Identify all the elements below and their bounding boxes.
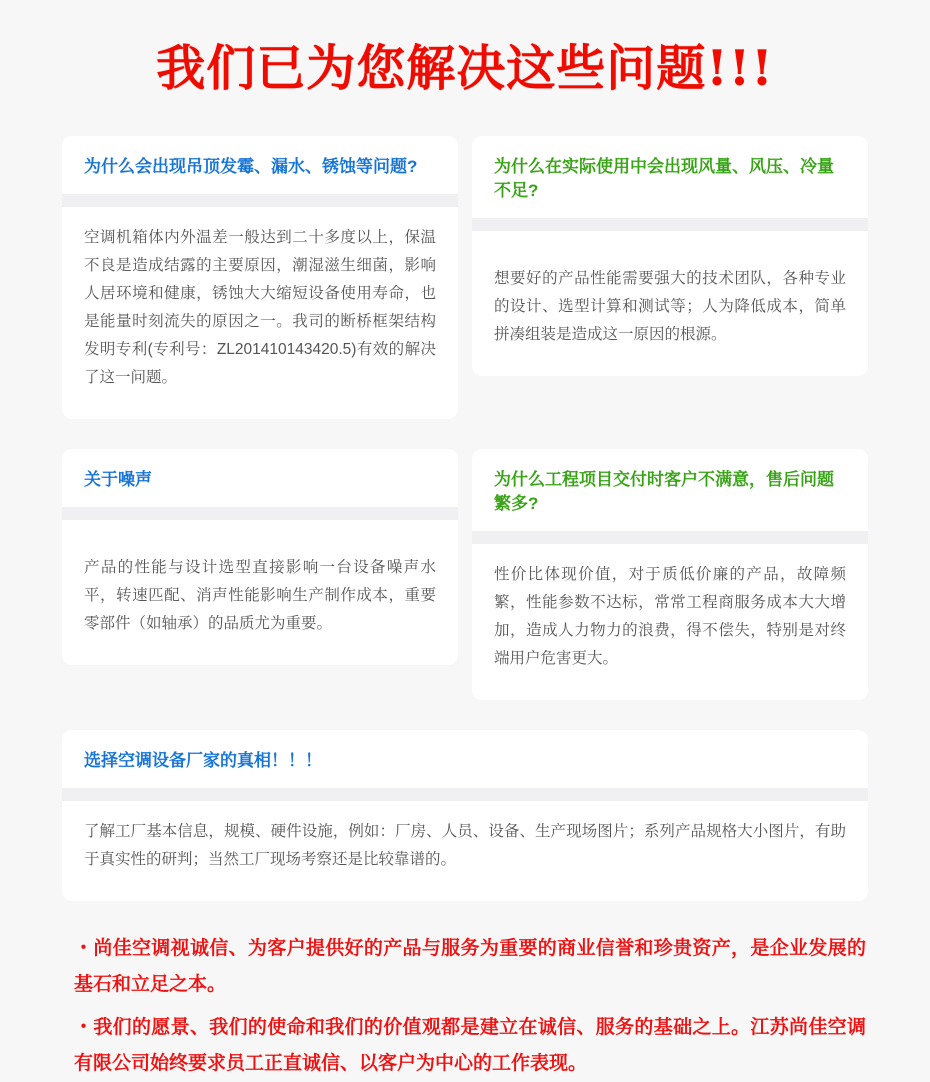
card-heading: 关于噪声 xyxy=(84,470,152,489)
card-heading: 为什么工程项目交付时客户不满意，售后问题繁多? xyxy=(494,470,834,513)
card-body-text: 性价比体现价值，对于质低价廉的产品，故障频繁，性能参数不达标，常常工程商服务成本大大增加，造成人力物力的浪费，得不偿失，特别是对终端用户危害更大。 xyxy=(494,566,846,667)
page-title: 我们已为您解决这些问题!!! xyxy=(156,39,774,97)
footer-note-vision: ・我们的愿景、我们的使命和我们的价值观都是建立在诚信、服务的基础之上。江苏尚佳空调有限公司始终要求员工正直诚信、以客户为中心的工作表现。 xyxy=(74,1017,866,1074)
card-header xyxy=(62,136,458,194)
card-mold-leak-rust xyxy=(62,136,458,419)
card-noise xyxy=(62,449,458,665)
card-airflow-pressure xyxy=(472,136,868,376)
card-header xyxy=(472,449,868,531)
card-header xyxy=(62,730,868,788)
card-body-text: 空调机箱体内外温差一般达到二十多度以上，保温不良是造成结露的主要原因，潮湿滋生细菌，影响人居环境和健康，锈蚀大大缩短设备使用寿命，也是能量时刻流失的原因之一。我司的断桥框架结构发明专利(专利号：ZL201410143420.5)有效的解决了这一问题。 xyxy=(84,229,436,386)
card-grid xyxy=(62,136,868,700)
card-divider xyxy=(62,194,458,207)
card-header xyxy=(62,449,458,507)
page xyxy=(0,30,930,1074)
footer-notes xyxy=(62,931,868,1082)
card-aftersales xyxy=(472,449,868,700)
card-factory-truth xyxy=(62,730,868,901)
card-body-text: 想要好的产品性能需要强大的技术团队，各种专业的设计、选型计算和测试等；人为降低成本，简单拼凑组装是造成这一原因的根源。 xyxy=(494,270,846,343)
cards-section xyxy=(62,136,868,901)
card-divider xyxy=(472,218,868,231)
card-heading: 为什么在实际使用中会出现风量、风压、冷量不足? xyxy=(494,157,834,200)
card-divider xyxy=(62,507,458,520)
footer-note-integrity: ・尚佳空调视诚信、为客户提供好的产品与服务为重要的商业信誉和珍贵资产，是企业发展的基石和立足之本。 xyxy=(74,938,866,995)
card-heading: 选择空调设备厂家的真相！！！ xyxy=(84,751,322,770)
card-heading: 为什么会出现吊顶发霉、漏水、锈蚀等问题? xyxy=(84,157,418,176)
card-header xyxy=(472,136,868,218)
card-divider xyxy=(62,788,868,801)
card-divider xyxy=(472,531,868,544)
card-body-text: 产品的性能与设计选型直接影响一台设备噪声水平，转速匹配、消声性能影响生产制作成本，重要零部件（如轴承）的品质尤为重要。 xyxy=(84,559,436,632)
card-body-text: 了解工厂基本信息，规模、硬件设施，例如：厂房、人员、设备、生产现场图片；系列产品规格大小图片，有助于真实性的研判；当然工厂现场考察还是比较靠谱的。 xyxy=(84,823,846,868)
